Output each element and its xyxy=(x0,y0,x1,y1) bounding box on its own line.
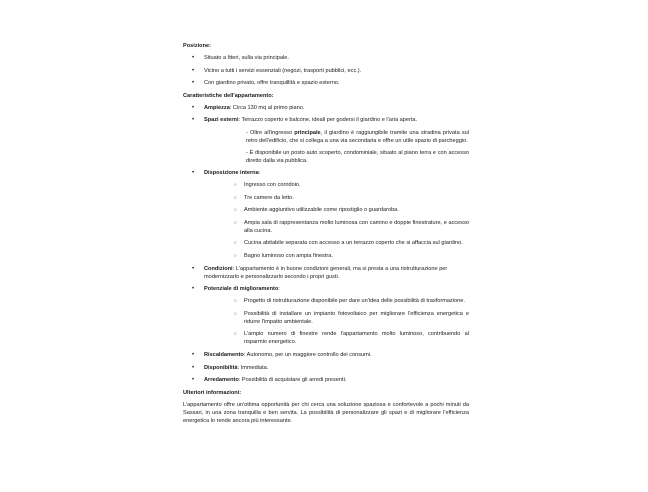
item-label: Riscaldamento xyxy=(204,351,244,358)
list-item: • Situato a Itteri, sulla via principale. xyxy=(183,54,469,62)
item-label: Disposizione interna xyxy=(204,169,259,176)
potenziale-sublist xyxy=(204,297,469,346)
sublist-item: ○ Bagno luminoso con ampia finestra. xyxy=(204,252,469,260)
sublist-item: ○ Ingresso con corridoio. xyxy=(204,181,469,189)
list-item-disponibilita xyxy=(183,364,469,372)
item-label: Ampiezza xyxy=(204,104,230,111)
section-heading-caratteristiche: Caratteristiche dell'appartamento: xyxy=(183,92,274,99)
sublist-item: ○ Cucina abitabile separata con accesso a un terrazzo coperto che si affaccia sul giardino. xyxy=(204,239,469,247)
sublist-item: ○ L'ampio numero di finestre rende l'appartamento molto luminoso, contribuendo al risparmio energetico. xyxy=(204,330,469,346)
item-label: Potenziale di miglioramento xyxy=(204,286,279,293)
document-body xyxy=(183,42,469,425)
item-label: Arredamento xyxy=(204,377,239,384)
list-item-ampiezza xyxy=(183,104,469,112)
section-heading-ulteriori: Ulteriori informazioni: xyxy=(183,389,242,396)
sublist-item: ○ Tre camere da letto. xyxy=(204,194,469,202)
sublist-item: ○ Ambiente aggiuntivo utilizzabile come ripostiglio o guardaroba. xyxy=(204,206,469,214)
note-prefix: - Oltre all'ingresso xyxy=(246,129,295,136)
item-colon: : xyxy=(258,169,261,176)
item-text: : Circa 130 mq al primo piano. xyxy=(229,104,305,111)
list-item-spazi-esterni xyxy=(183,116,469,124)
list-item-potenziale xyxy=(183,285,469,346)
sublist-item: ○ Possibilità di installare un impianto fotovoltaico per migliorare l'efficienza energetica e ridurre l'impatto ambientale. xyxy=(204,310,469,326)
item-label: Disponibilità xyxy=(204,364,238,371)
list-item: • Vicino a tutti i servizi essenziali (negozi, trasporti pubblici, ecc.). xyxy=(183,67,469,75)
list-item: • Con giardino privato, offre tranquillità e spazio esterno. xyxy=(183,79,469,87)
posizione-list xyxy=(183,54,469,87)
item-text: : Immediata. xyxy=(237,364,269,371)
ulteriori-paragraph: L'appartamento offre un'ottima opportunità per chi cerca una soluzione spaziosa e confortevole a pochi minuti da Sassari, in una zona tranquilla e ben servita. La possibilità di personalizzare gli spazi e di migliorare l'efficienza energetica lo rende ancora più interessante. xyxy=(183,401,469,424)
item-text: : Autonomo, per un maggiore controllo dei consumi. xyxy=(243,351,372,358)
caratteristiche-list xyxy=(183,104,469,384)
item-text: : L'appartamento è in buone condizioni generali, ma si presta a una ristrutturazione per modernizzarlo e personalizzarlo secondo i propri gusti. xyxy=(204,265,448,280)
item-text: : Terrazzo coperto e balcone, ideali per godersi il giardino e l'aria aperta. xyxy=(238,117,418,124)
list-item-disposizione xyxy=(183,169,469,260)
list-item-condizioni xyxy=(183,265,469,281)
section-heading-posizione: Posizione: xyxy=(183,43,211,49)
spazi-note-2: - È disponibile un posto auto scoperto, condominiale, situato al piano terra e con accesso diretto dalla via pubblica. xyxy=(246,149,469,164)
disposizione-sublist xyxy=(204,181,469,260)
item-label: Condizioni xyxy=(204,265,233,272)
sublist-item: ○ Ampia sala di rappresentanza molto luminosa con camino e doppie finestrature, e accesso alla cucina. xyxy=(204,219,469,235)
note-bold: principale xyxy=(294,129,321,136)
list-item-riscaldamento xyxy=(183,351,469,359)
list-item-arredamento xyxy=(183,376,469,384)
note-rest: , il giardino è raggiungibile tramite una stradina privata sul retro dell'edificio, che si collega a una via secondaria e offre un utile spazio di parcheggio. xyxy=(246,129,469,144)
spazi-note-1 xyxy=(183,129,469,145)
item-text: : Possibilità di acquistare gli arredi presenti. xyxy=(238,377,347,384)
sublist-item: ○ Progetto di ristrutturazione disponibile per dare un'idea delle possibilità di trasformazione. xyxy=(204,297,469,305)
item-colon: : xyxy=(278,286,280,293)
item-label: Spazi esterni xyxy=(204,117,239,124)
